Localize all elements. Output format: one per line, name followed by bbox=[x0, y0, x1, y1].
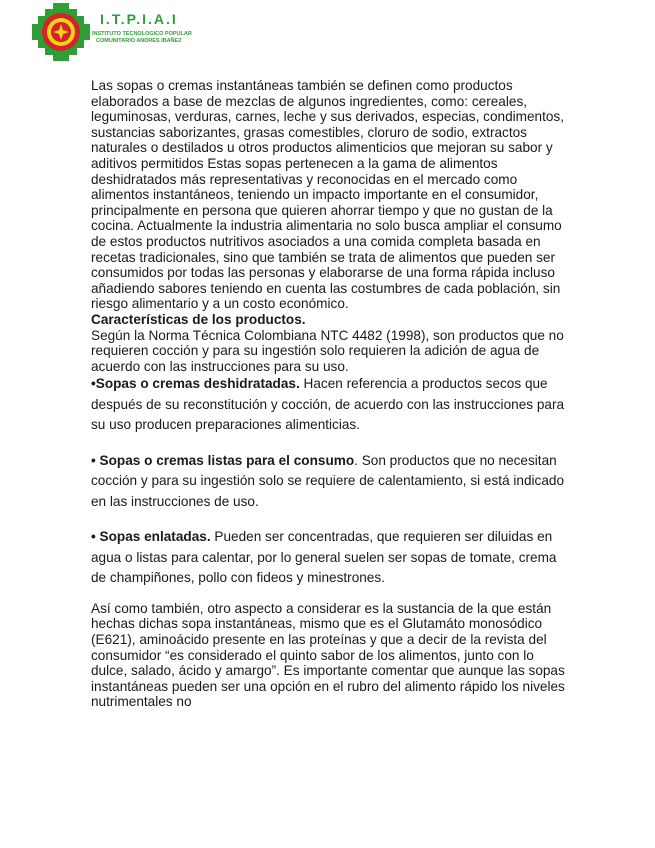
section-heading: Características de los productos. bbox=[91, 311, 306, 327]
institute-acronym: I.T.P.I.A.I bbox=[100, 11, 178, 27]
bullet-canned-title: • Sopas enlatadas. bbox=[91, 529, 211, 545]
bullet-canned-text: Pueden ser concentradas, que requieren ser diluidas en agua o listas para calentar, por lo general suelen ser sopas de tomate, crema de champiñones, pollo con fideos y minestrones. bbox=[91, 529, 557, 586]
institute-name-line1: INSTITUTO TECNOLOGICO POPULAR bbox=[92, 31, 192, 37]
bullet-canned bbox=[91, 527, 571, 589]
intro-paragraph: Las sopas o cremas instantáneas también se definen como productos elaborados a base de mezclas de algunos ingredientes, como: cereales, leguminosas, verduras, carnes, leche y sus derivados, especias, condimentos, sustancias saborizantes, grasas comestibles, cloruro de sodio, extractos naturales o destilados u otros productos alimenticios que mejoran su sabor y aditivos permitidos Estas sopas pertenecen a la gama de alimentos deshidratados más representativas y reconocidas en el mercado como alimentos instantáneos, teniendo un impacto importante en el consumidor, principalmente en persona que quieren ahorrar tiempo y que no gustan de la cocina. Actualmente la industria alimentaria no solo busca ampliar el consumo de estos productos nutritivos asociados a una comida completa basada en recetas tradicionales, sino que también se trata de alimentos que pueden ser consumidos por todas las personas y elaborarse de una forma rápida incluso añadiendo sabores teniendo en cuenta las costumbres de cada población, sin riesgo alimentario y a un costo económico. bbox=[91, 78, 565, 312]
bullet-dehydrated-text: Hacen referencia a productos secos que después de su reconstitución y cocción, de acuerdo con las instrucciones para su uso producen preparaciones alimenticias. bbox=[91, 376, 565, 433]
bullet-ready-to-eat-title: • Sopas o cremas listas para el consumo bbox=[91, 452, 355, 468]
institute-name-line2: COMUNITARIO ANDRES IBAÑEZ bbox=[96, 38, 182, 44]
bullet-dehydrated-title: •Sopas o cremas deshidratadas. bbox=[91, 376, 300, 392]
page-header bbox=[32, 3, 282, 61]
bullet-dehydrated bbox=[91, 374, 571, 436]
bullet-ready-to-eat bbox=[91, 451, 571, 513]
bullet-ready-to-eat-text: . Son productos que no necesitan cocción y para su ingestión solo se requiere de calentamiento, si está indicado en las instrucciones de uso. bbox=[91, 452, 565, 509]
document-body bbox=[91, 78, 571, 710]
andean-cross-logo-icon bbox=[32, 3, 90, 61]
institute-brand bbox=[92, 11, 192, 45]
norm-paragraph: Según la Norma Técnica Colombiana NTC 4482 (1998), son productos que no requieren cocción y para su ingestión solo requieren la adición de agua de acuerdo con las instrucciones para su uso. bbox=[91, 327, 564, 374]
glutamate-paragraph: Así como también, otro aspecto a considerar es la sustancia de la que están hechas dichas sopa instantáneas, mismo que es el Glutamáto monosódico (E621), aminoácido presente en las proteínas y que a decir de la revista del consumidor “es considerado el quinto sabor de los alimentos, junto con lo dulce, salado, ácido y amargo”. Es importante comentar que aunque las sopas instantáneas pueden ser una opción en el rubro del alimento rápido los niveles nutrimentales no bbox=[91, 600, 565, 710]
